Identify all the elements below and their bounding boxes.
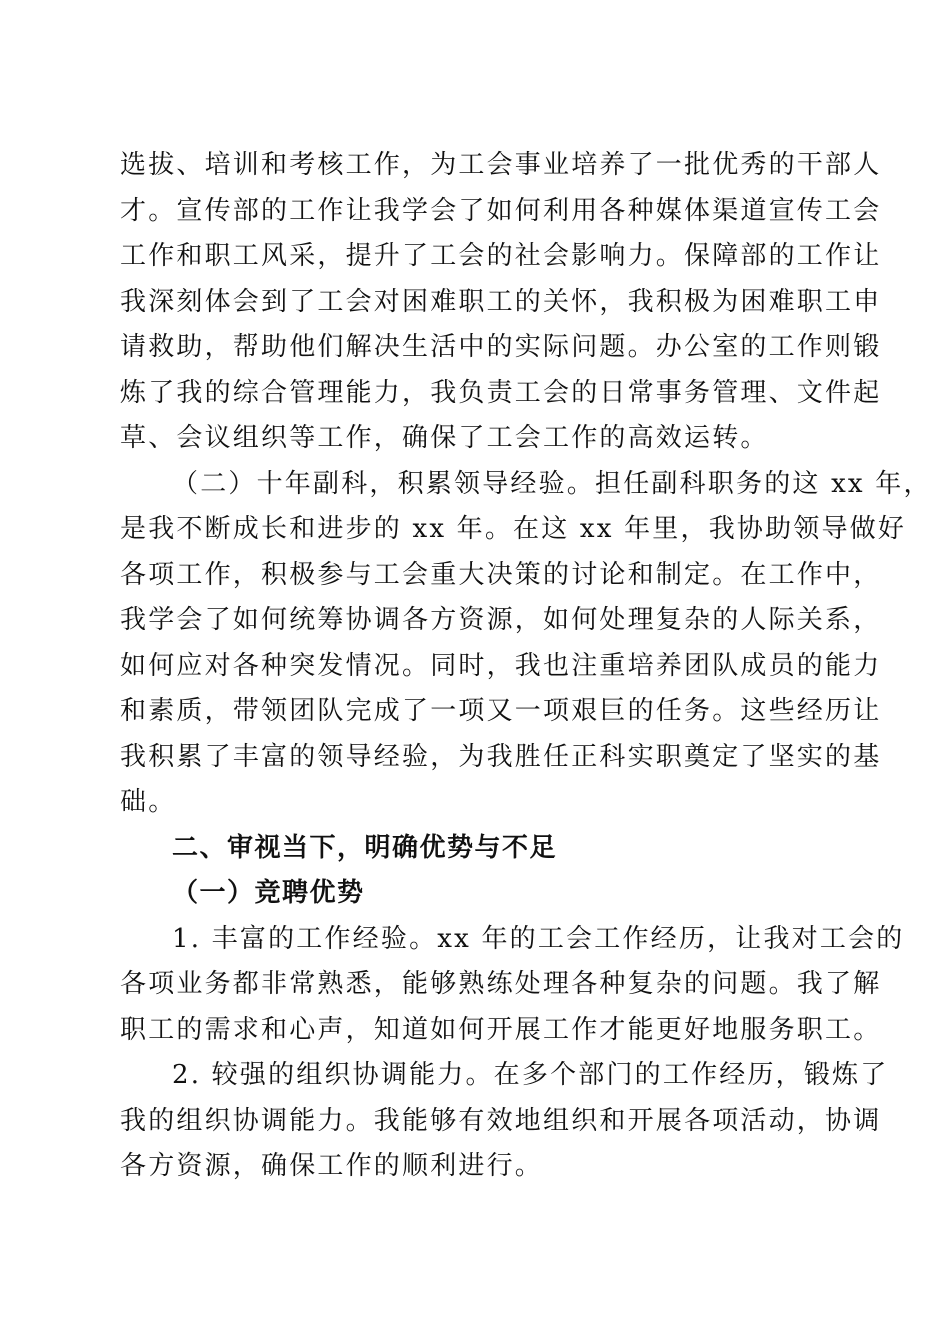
paragraph-line: 请救助，帮助他们解决生活中的实际问题。办公室的工作则锻 xyxy=(120,332,882,362)
paragraph-line: 和素质，带领团队完成了一项又一项艰巨的任务。这些经历让 xyxy=(120,696,882,726)
paragraph-line: 我深刻体会到了工会对困难职工的关怀，我积极为困难职工申 xyxy=(120,287,882,317)
paragraph-line: 各方资源，确保工作的顺利进行。 xyxy=(120,1151,544,1181)
paragraph-line: 炼了我的综合管理能力，我负责工会的日常事务管理、文件起 xyxy=(120,378,882,408)
paragraph-line: 才。宣传部的工作让我学会了如何利用各种媒体渠道宣传工会 xyxy=(120,196,882,226)
paragraph-line: 职工的需求和心声，知道如何开展工作才能更好地服务职工。 xyxy=(120,1015,882,1045)
paragraph-line: 础。 xyxy=(120,787,177,817)
paragraph-line: 我学会了如何统筹协调各方资源，如何处理复杂的人际关系， xyxy=(120,605,882,635)
list-item-line: 1. 丰富的工作经验。xx 年的工会工作经历，让我对工会的 xyxy=(172,924,905,954)
paragraph-line: 工作和职工风采，提升了工会的社会影响力。保障部的工作让 xyxy=(120,241,882,271)
paragraph-line: 我的组织协调能力。我能够有效地组织和开展各项活动，协调 xyxy=(120,1106,882,1136)
subsection-lead-line: （二）十年副科，积累领导经验。担任副科职务的这 xx 年， xyxy=(172,469,932,499)
paragraph-line: 我积累了丰富的领导经验，为我胜任正科实职奠定了坚实的基 xyxy=(120,742,882,772)
subsection-heading: （一）竞聘优势 xyxy=(172,878,365,908)
paragraph-line: 是我不断成长和进步的 xx 年。在这 xx 年里，我协助领导做好 xyxy=(120,514,907,544)
paragraph-line: 草、会议组织等工作，确保了工会工作的高效运转。 xyxy=(120,423,769,453)
paragraph-line: 选拔、培训和考核工作，为工会事业培养了一批优秀的干部人 xyxy=(120,150,882,180)
paragraph-line: 如何应对各种突发情况。同时，我也注重培养团队成员的能力 xyxy=(120,651,882,681)
list-item-line: 2. 较强的组织协调能力。在多个部门的工作经历，锻炼了 xyxy=(172,1060,889,1090)
section-heading: 二、审视当下，明确优势与不足 xyxy=(172,833,558,863)
paragraph-line: 各项工作，积极参与工会重大决策的讨论和制定。在工作中， xyxy=(120,560,882,590)
paragraph-line: 各项业务都非常熟悉，能够熟练处理各种复杂的问题。我了解 xyxy=(120,969,882,999)
